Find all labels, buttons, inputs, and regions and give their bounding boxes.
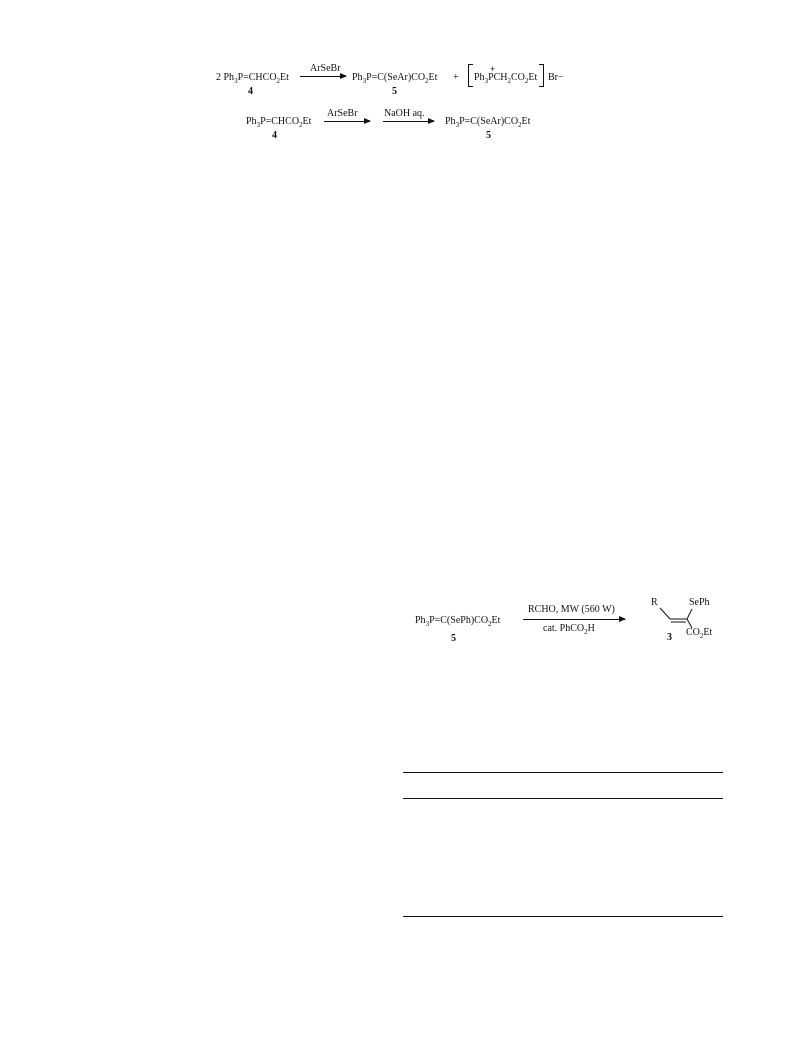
scheme2-reactant-number: 5 [451,633,456,644]
scheme2-conditions-top: RCHO, MW (560 W) [528,604,615,615]
table-bottom-rule [403,916,723,917]
product-label-seph: SePh [689,597,710,608]
scheme2-arrow [523,619,625,620]
scheme1-line1-reagent: ArSeBr [310,63,341,74]
table-header-rule [403,798,723,799]
scheme1-line2-product: $Ph_3P=C(SeAr)CO_2Et$ [445,116,531,129]
table-top-rule [403,772,723,773]
scheme1-line1-arrow [300,76,346,77]
scheme1-line2-reagent2: NaOH aq. [384,108,425,119]
scheme1-line1-product-number: 5 [392,86,397,97]
salt-anion: Br− [548,72,564,83]
scheme1-line2-arrow1 [324,121,370,122]
scheme1-line1-product: $Ph_3P=C(SeAr)CO_2Et$ [352,72,438,85]
scheme1-line1-reactant: 2 $Ph_3P=CHCO_2Et$ [216,72,289,85]
scheme1-line2-reagent1: ArSeBr [327,108,358,119]
product-label-r: R [651,597,658,608]
bond-r-to-alkene [660,608,670,619]
scheme1-line2-arrow2 [383,121,434,122]
salt-right-bracket [539,64,544,87]
salt-left-bracket [468,64,473,87]
scheme1-line2-product-number: 5 [486,130,491,141]
scheme1-line1-reactant-number: 4 [248,86,253,97]
scheme1-line1-plus: + [453,72,459,83]
product-label-co2et: $CO_2Et$ [686,627,713,640]
product-number: 3 [667,632,672,643]
salt-cation-charge: + [490,64,496,74]
salt-cation: $Ph_3PCH_2CO_2Et$ [474,72,538,85]
scheme2-conditions-bottom: cat. PhCO$_2$H [543,623,595,636]
scheme1-line2-reactant: $Ph_3P=CHCO_2Et$ [246,116,312,129]
scheme1-line2-reactant-number: 4 [272,130,277,141]
scheme2-reactant: $Ph_3P=C(SePh)CO_2Et$ [415,615,501,628]
bond-to-seph [687,609,692,619]
